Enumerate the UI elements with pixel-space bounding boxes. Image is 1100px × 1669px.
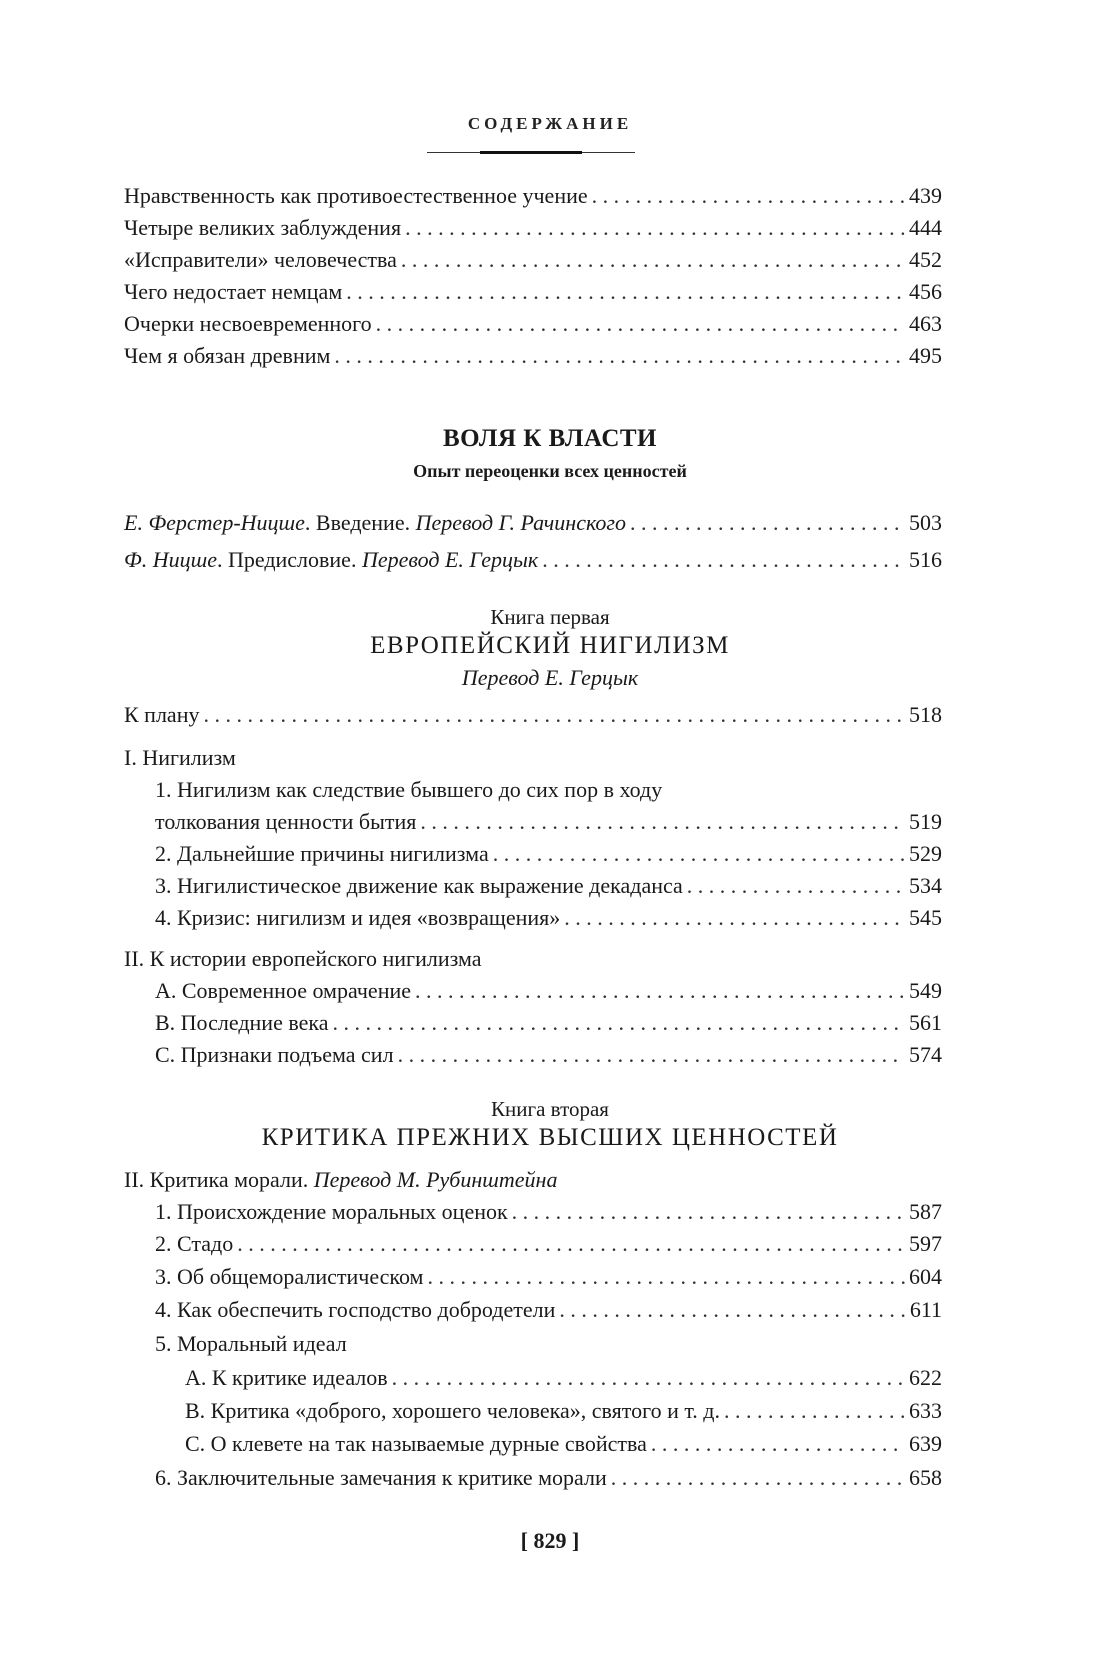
toc-entry[interactable] bbox=[124, 701, 942, 729]
toc-entry[interactable] bbox=[155, 1198, 942, 1226]
entry-title: A. Современное омрачение bbox=[155, 978, 412, 1003]
leader-dots bbox=[651, 1430, 905, 1458]
entry-title: Чем я обязан древним bbox=[124, 343, 331, 368]
toc-entry[interactable] bbox=[124, 509, 942, 537]
toc-entry[interactable] bbox=[155, 1041, 942, 1069]
leader-dots bbox=[334, 342, 905, 370]
page-number: [ 829 ] bbox=[520, 1528, 580, 1553]
entry-page: 604 bbox=[909, 1264, 942, 1289]
entry-title: 1. Происхождение моральных оценок bbox=[155, 1199, 508, 1224]
leader-dots bbox=[420, 808, 905, 836]
toc-entry[interactable] bbox=[124, 546, 942, 574]
leader-dots bbox=[512, 1198, 905, 1226]
entry-page: 444 bbox=[909, 215, 942, 240]
entry-page: 463 bbox=[909, 311, 942, 336]
entry-page: 545 bbox=[909, 905, 942, 930]
entry-page: 495 bbox=[909, 343, 942, 368]
entry-page: 633 bbox=[909, 1398, 942, 1423]
entry-title: B. Критика «доброго, хорошего человека», святого и т. д. bbox=[185, 1398, 720, 1423]
entry-page: 622 bbox=[909, 1365, 942, 1390]
leader-dots bbox=[724, 1397, 905, 1425]
leader-dots bbox=[405, 214, 905, 242]
entry-page: 519 bbox=[909, 809, 942, 834]
entry-title: 3. Нигилистическое движение как выражение декаданса bbox=[155, 873, 683, 898]
entry-page: 439 bbox=[909, 183, 942, 208]
book-translator: Перевод Е. Герцык bbox=[461, 665, 639, 690]
entry-page: 574 bbox=[909, 1042, 942, 1067]
leader-dots bbox=[346, 278, 905, 306]
part-heading-text: II. Критика морали. bbox=[124, 1167, 314, 1192]
entry-page: 518 bbox=[909, 702, 942, 727]
leader-dots bbox=[392, 1364, 905, 1392]
entry-title: 4. Кризис: нигилизм и идея «возвращения» bbox=[155, 905, 561, 930]
book-title: КРИТИКА ПРЕЖНИХ ВЫСШИХ ЦЕННОСТЕЙ bbox=[261, 1124, 839, 1151]
work-subtitle: Опыт переоценки всех ценностей bbox=[413, 461, 687, 481]
leader-dots bbox=[332, 1009, 905, 1037]
entry-title: B. Последние века bbox=[155, 1010, 329, 1035]
subsection-heading: 5. Моральный идеал bbox=[155, 1331, 347, 1356]
leader-dots bbox=[401, 246, 905, 274]
toc-entry[interactable] bbox=[155, 872, 942, 900]
part-translator: Перевод М. Рубинштейна bbox=[313, 1167, 558, 1192]
entry-page: 597 bbox=[909, 1231, 942, 1256]
entry-title: C. Признаки подъема сил bbox=[155, 1042, 394, 1067]
entry-page: 456 bbox=[909, 279, 942, 304]
entry-title: К плану bbox=[124, 702, 200, 727]
toc-entry[interactable] bbox=[155, 840, 942, 868]
leader-dots bbox=[237, 1230, 905, 1258]
entry-title: 4. Как обеспечить господство добродетели bbox=[155, 1297, 556, 1322]
leader-dots bbox=[592, 182, 905, 210]
entry-title: «Исправители» человечества bbox=[124, 247, 397, 272]
leader-dots bbox=[542, 546, 905, 574]
toc-entry[interactable] bbox=[155, 808, 942, 836]
entry-page: 561 bbox=[909, 1010, 942, 1035]
entry-translator: Перевод Е. Герцык bbox=[361, 547, 539, 572]
entry-page: 549 bbox=[909, 978, 942, 1003]
entry-page: 611 bbox=[909, 1297, 942, 1322]
header-rule-accent bbox=[480, 151, 582, 154]
toc-entry[interactable] bbox=[124, 214, 942, 242]
entry-page: 587 bbox=[909, 1199, 942, 1224]
entry-title: Четыре великих заблуждения bbox=[124, 215, 402, 240]
leader-dots bbox=[493, 840, 905, 868]
toc-entry[interactable] bbox=[185, 1364, 942, 1392]
entry-label: . Предисловие. bbox=[216, 547, 362, 572]
book-title: ЕВРОПЕЙСКИЙ НИГИЛИЗМ bbox=[370, 632, 730, 659]
leader-dots bbox=[427, 1263, 905, 1291]
entry-title: 2. Дальнейшие причины нигилизма bbox=[155, 841, 489, 866]
entry-title: Чего недостает немцам bbox=[124, 279, 343, 304]
entry-page: 534 bbox=[909, 873, 942, 898]
leader-dots bbox=[203, 701, 905, 729]
entry-title bbox=[124, 509, 626, 537]
entry-title: A. К критике идеалов bbox=[185, 1365, 388, 1390]
entry-label: . Введение. bbox=[304, 510, 416, 535]
toc-entry[interactable] bbox=[124, 182, 942, 210]
entry-page: 658 bbox=[909, 1465, 942, 1490]
entry-title: Нравственность как противоестественное учение bbox=[124, 183, 588, 208]
part-heading: I. Нигилизм bbox=[124, 745, 236, 770]
toc-entry[interactable] bbox=[155, 1009, 942, 1037]
entry-title: толкования ценности бытия bbox=[155, 809, 417, 834]
toc-entry[interactable] bbox=[155, 1464, 942, 1492]
toc-entry[interactable] bbox=[185, 1397, 942, 1425]
entry-page: 516 bbox=[909, 547, 942, 572]
leader-dots bbox=[630, 509, 905, 537]
leader-dots bbox=[687, 872, 905, 900]
entry-title: Очерки несвоевременного bbox=[124, 311, 372, 336]
entry-title: C. О клевете на так называемые дурные свойства bbox=[185, 1431, 647, 1456]
book-label: Книга первая bbox=[490, 605, 610, 629]
toc-entry[interactable] bbox=[155, 1296, 942, 1324]
entry-title: 2. Стадо bbox=[155, 1231, 234, 1256]
running-head: СОДЕРЖАНИЕ bbox=[467, 114, 633, 133]
work-title: ВОЛЯ К ВЛАСТИ bbox=[442, 425, 658, 452]
book-label: Книга вторая bbox=[491, 1097, 609, 1121]
entry-author: Ф. Ницше bbox=[124, 547, 217, 572]
toc-entry[interactable] bbox=[155, 1263, 942, 1291]
entry-author: Е. Ферстер-Ницше bbox=[124, 510, 305, 535]
entry-title bbox=[124, 546, 538, 574]
entry-page: 452 bbox=[909, 247, 942, 272]
toc-entry[interactable] bbox=[155, 977, 942, 1005]
toc-entry[interactable] bbox=[155, 1230, 942, 1258]
toc-entry[interactable] bbox=[185, 1430, 942, 1458]
toc-entry[interactable] bbox=[124, 278, 942, 306]
leader-dots bbox=[398, 1041, 905, 1069]
leader-dots bbox=[611, 1464, 905, 1492]
entry-page: 639 bbox=[909, 1431, 942, 1456]
entry-translator: Перевод Г. Рачинского bbox=[415, 510, 626, 535]
toc-entry[interactable] bbox=[124, 342, 942, 370]
part-heading bbox=[124, 1166, 557, 1194]
part-heading: II. К истории европейского нигилизма bbox=[124, 946, 482, 971]
entry-page: 529 bbox=[909, 841, 942, 866]
leader-dots bbox=[376, 310, 905, 338]
entry-title: 6. Заключительные замечания к критике морали bbox=[155, 1465, 607, 1490]
entry-title: 3. Об общеморалистическом bbox=[155, 1264, 424, 1289]
leader-dots bbox=[564, 904, 905, 932]
entry-title-line: 1. Нигилизм как следствие бывшего до сих пор в ходу bbox=[155, 777, 663, 802]
entry-page: 503 bbox=[909, 510, 942, 535]
toc-entry[interactable] bbox=[155, 904, 942, 932]
toc-entry[interactable] bbox=[124, 310, 942, 338]
toc-entry[interactable] bbox=[124, 246, 942, 274]
leader-dots bbox=[559, 1296, 905, 1324]
leader-dots bbox=[415, 977, 905, 1005]
